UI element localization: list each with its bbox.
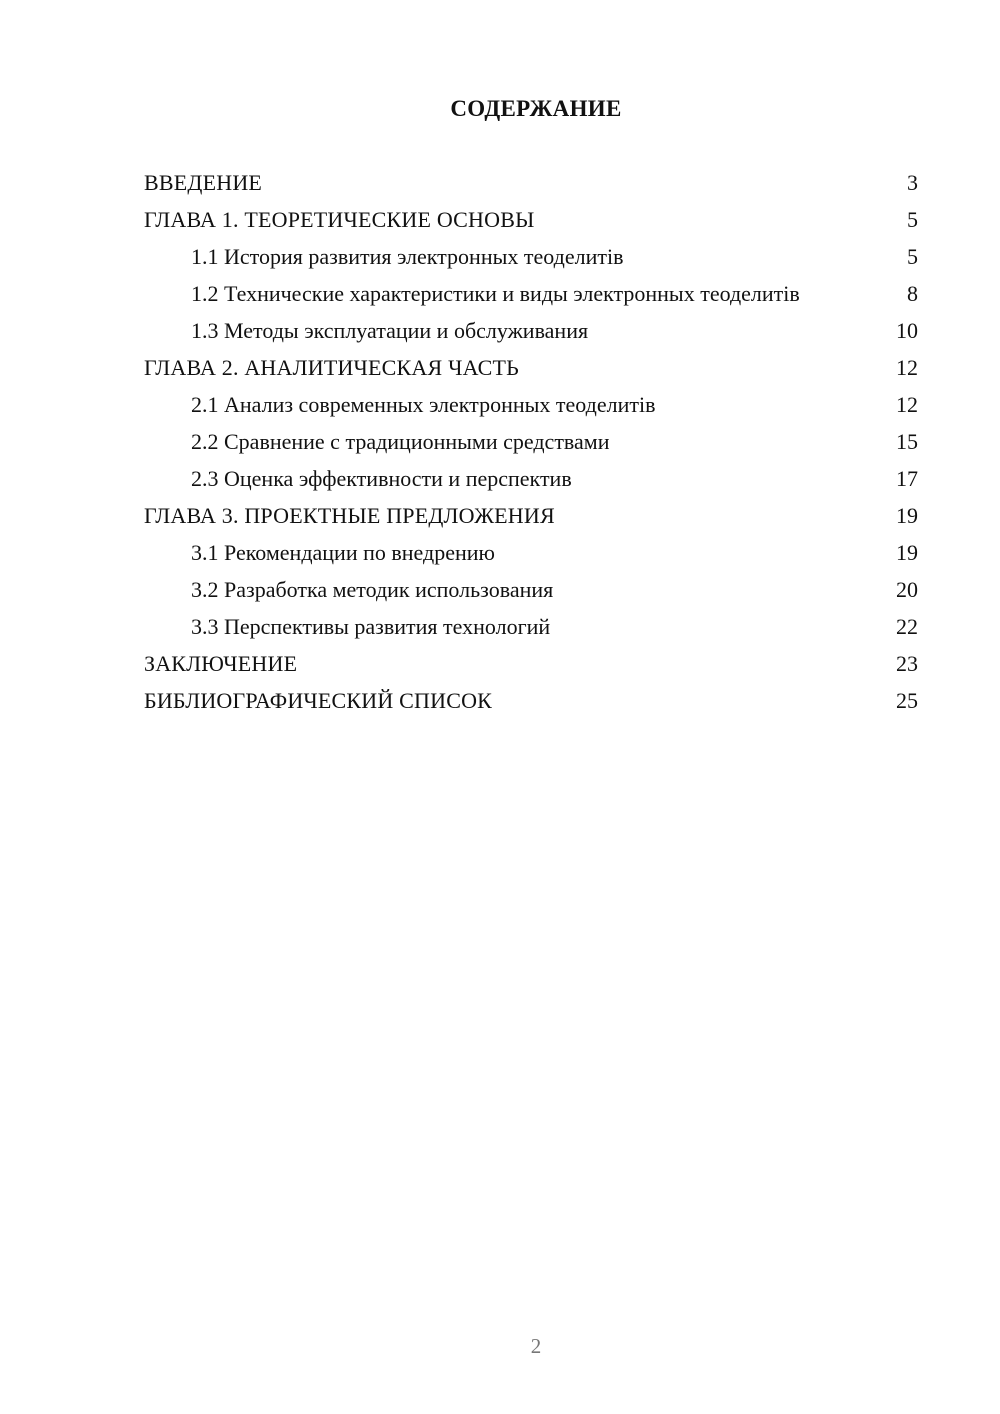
toc-entry-page: 3 xyxy=(907,170,918,195)
toc-entry-label: 2.1 Анализ современных электронных теоделитів xyxy=(191,392,656,417)
toc-entry-section-1-2[interactable] xyxy=(144,281,918,307)
toc-entry-label: ЗАКЛЮЧЕНИЕ xyxy=(144,651,298,676)
toc-entry-label: 1.2 Технические характеристики и виды электронных теоделитів xyxy=(191,281,800,306)
toc-entry-section-2-3[interactable] xyxy=(144,466,918,492)
toc-entry-page: 12 xyxy=(896,355,918,380)
toc-entry-label: 3.1 Рекомендации по внедрению xyxy=(191,540,495,565)
toc-entry-page: 25 xyxy=(896,688,918,713)
toc-entry-introduction[interactable] xyxy=(144,170,918,196)
toc-entry-label: 2.3 Оценка эффективности и перспектив xyxy=(191,466,572,491)
toc-entry-page: 23 xyxy=(896,651,918,676)
toc-entry-page: 10 xyxy=(896,318,918,343)
toc-entry-conclusion[interactable] xyxy=(144,651,918,677)
toc-entry-page: 17 xyxy=(896,466,918,491)
toc-entry-section-2-2[interactable] xyxy=(144,429,918,455)
toc-entry-chapter-2[interactable] xyxy=(144,355,918,381)
table-of-contents xyxy=(144,170,918,725)
toc-entry-label: ГЛАВА 3. ПРОЕКТНЫЕ ПРЕДЛОЖЕНИЯ xyxy=(144,503,555,528)
toc-entry-page: 19 xyxy=(896,540,918,565)
toc-entry-label: БИБЛИОГРАФИЧЕСКИЙ СПИСОК xyxy=(144,688,493,713)
toc-entry-bibliography[interactable] xyxy=(144,688,918,714)
toc-entry-page: 15 xyxy=(896,429,918,454)
toc-entry-label: 3.3 Перспективы развития технологий xyxy=(191,614,551,639)
page-number: 2 xyxy=(530,1334,542,1358)
toc-entry-section-1-3[interactable] xyxy=(144,318,918,344)
toc-entry-section-1-1[interactable] xyxy=(144,244,918,270)
toc-entry-section-3-1[interactable] xyxy=(144,540,918,566)
toc-title: СОДЕРЖАНИЕ xyxy=(450,96,622,121)
toc-entry-label: 3.2 Разработка методик использования xyxy=(191,577,554,602)
toc-entry-page: 22 xyxy=(896,614,918,639)
toc-entry-label: 1.1 История развития электронных теоделитів xyxy=(191,244,624,269)
toc-entry-page: 8 xyxy=(907,281,918,306)
toc-entry-label: ВВЕДЕНИЕ xyxy=(144,170,263,195)
toc-entry-chapter-1[interactable] xyxy=(144,207,918,233)
toc-entry-page: 19 xyxy=(896,503,918,528)
toc-entry-page: 5 xyxy=(907,207,918,232)
toc-entry-section-2-1[interactable] xyxy=(144,392,918,418)
toc-entry-section-3-2[interactable] xyxy=(144,577,918,603)
toc-entry-label: ГЛАВА 2. АНАЛИТИЧЕСКАЯ ЧАСТЬ xyxy=(144,355,519,380)
toc-entry-page: 20 xyxy=(896,577,918,602)
toc-entry-label: 2.2 Сравнение с традиционными средствами xyxy=(191,429,610,454)
toc-entry-label: ГЛАВА 1. ТЕОРЕТИЧЕСКИЕ ОСНОВЫ xyxy=(144,207,535,232)
toc-entry-page: 5 xyxy=(907,244,918,269)
toc-entry-section-3-3[interactable] xyxy=(144,614,918,640)
toc-entry-chapter-3[interactable] xyxy=(144,503,918,529)
toc-entry-page: 12 xyxy=(896,392,918,417)
toc-entry-label: 1.3 Методы эксплуатации и обслуживания xyxy=(191,318,589,343)
